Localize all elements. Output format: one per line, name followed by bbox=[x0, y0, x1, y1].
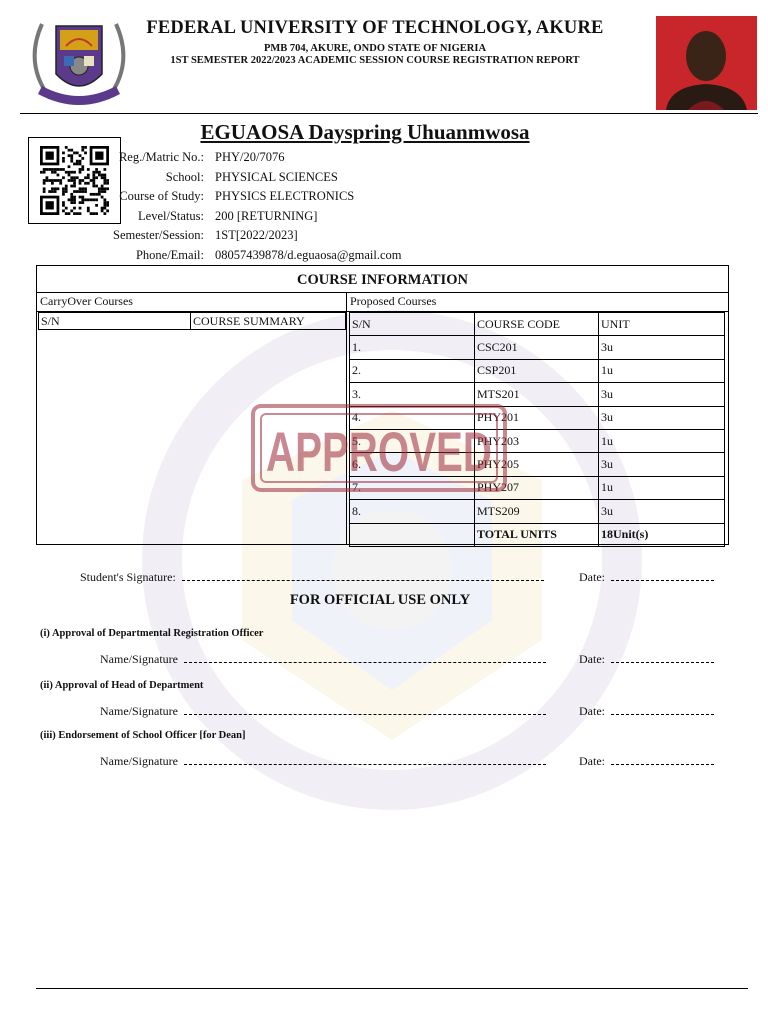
approval-date-field[interactable] bbox=[611, 714, 714, 715]
total-empty bbox=[350, 523, 475, 546]
university-logo bbox=[28, 16, 130, 112]
info-row bbox=[0, 189, 401, 209]
course-code: MTS201 bbox=[475, 383, 599, 406]
info-label: School: bbox=[165, 169, 204, 184]
info-label: Semester/Session: bbox=[113, 228, 204, 243]
course-unit: 3u bbox=[599, 383, 725, 406]
date-label: Date: bbox=[579, 652, 605, 666]
course-sn: 4. bbox=[350, 406, 475, 429]
date-label: Date: bbox=[579, 570, 605, 584]
course-sn: 7. bbox=[350, 476, 475, 499]
table-row bbox=[350, 500, 725, 523]
course-code: PHY207 bbox=[475, 476, 599, 499]
student-name: EGUAOSA Dayspring Uhuanmwosa bbox=[200, 120, 530, 144]
student-signature-field[interactable] bbox=[182, 580, 544, 581]
course-sn: 8. bbox=[350, 500, 475, 523]
approval-label: (iii) Endorsement of School Officer [for Dean] bbox=[40, 730, 246, 741]
official-use-title: FOR OFFICIAL USE ONLY bbox=[289, 592, 471, 608]
info-value: PHYSICS ELECTRONICS bbox=[215, 189, 355, 204]
info-label: Reg./Matric No.: bbox=[118, 150, 204, 164]
table-row bbox=[39, 313, 346, 330]
name-signature-row bbox=[100, 652, 546, 667]
info-row bbox=[0, 150, 401, 170]
total-value: 18Unit(s) bbox=[599, 523, 725, 546]
university-address: PMB 704, AKURE, ONDO STATE OF NIGERIA bbox=[263, 43, 487, 54]
approval-date-field[interactable] bbox=[611, 764, 714, 765]
info-value: PHY/20/7076 bbox=[215, 150, 285, 164]
course-code: PHY205 bbox=[475, 453, 599, 476]
course-unit: 3u bbox=[599, 336, 725, 359]
carry-header-summary: COURSE SUMMARY bbox=[191, 313, 346, 330]
approval-date-row bbox=[579, 754, 714, 769]
course-code: PHY203 bbox=[475, 429, 599, 452]
course-sn: 2. bbox=[350, 359, 475, 382]
header-divider bbox=[20, 113, 758, 114]
course-code: CSC201 bbox=[475, 336, 599, 359]
university-header bbox=[140, 18, 610, 66]
info-value: 08057439878/d.eguaosa@gmail.com bbox=[215, 247, 402, 262]
name-signature-label: Name/Signature bbox=[100, 754, 178, 768]
student-date-field[interactable] bbox=[611, 580, 714, 581]
course-information-title: COURSE INFORMATION bbox=[37, 266, 728, 293]
approval-label: (i) Approval of Departmental Registration Officer bbox=[40, 628, 264, 639]
prop-header-unit: UNIT bbox=[599, 313, 725, 336]
carry-header-sn: S/N bbox=[39, 313, 191, 330]
info-value: PHYSICAL SCIENCES bbox=[215, 169, 338, 184]
course-unit: 3u bbox=[599, 500, 725, 523]
course-unit: 3u bbox=[599, 453, 725, 476]
course-code: CSP201 bbox=[475, 359, 599, 382]
name-signature-field[interactable] bbox=[184, 764, 546, 765]
prop-header-sn: S/N bbox=[350, 313, 475, 336]
total-row bbox=[350, 523, 725, 546]
report-title: 1ST SEMESTER 2022/2023 ACADEMIC SESSION COURSE REGISTRATION REPORT bbox=[170, 55, 580, 66]
approval-date-row bbox=[579, 704, 714, 719]
name-signature-row bbox=[100, 754, 546, 769]
course-unit: 1u bbox=[599, 476, 725, 499]
student-date-row bbox=[579, 570, 714, 585]
approval-label: (ii) Approval of Head of Department bbox=[40, 680, 204, 691]
table-row bbox=[350, 336, 725, 359]
carryover-table bbox=[38, 312, 346, 330]
footer-divider bbox=[36, 988, 748, 989]
info-value: 200 [RETURNING] bbox=[215, 208, 318, 223]
prop-header-code: COURSE CODE bbox=[475, 313, 599, 336]
proposed-label: Proposed Courses bbox=[350, 294, 437, 308]
name-signature-field[interactable] bbox=[184, 714, 546, 715]
info-row bbox=[0, 170, 401, 190]
table-row bbox=[350, 313, 725, 336]
name-signature-label: Name/Signature bbox=[100, 704, 178, 718]
info-row bbox=[0, 228, 401, 248]
student-photo bbox=[656, 16, 757, 110]
name-signature-field[interactable] bbox=[184, 662, 546, 663]
course-unit: 1u bbox=[599, 359, 725, 382]
student-photo-image bbox=[656, 16, 757, 110]
approved-stamp bbox=[250, 403, 508, 493]
name-signature-label: Name/Signature bbox=[100, 652, 178, 666]
course-sn: 1. bbox=[350, 336, 475, 359]
course-sn: 5. bbox=[350, 429, 475, 452]
university-name: FEDERAL UNIVERSITY OF TECHNOLOGY, AKURE bbox=[146, 18, 604, 38]
course-code: MTS209 bbox=[475, 500, 599, 523]
approval-date-row bbox=[579, 652, 714, 667]
student-signature-row bbox=[80, 570, 544, 585]
carryover-label: CarryOver Courses bbox=[40, 294, 133, 308]
course-unit: 3u bbox=[599, 406, 725, 429]
course-sn: 3. bbox=[350, 383, 475, 406]
approval-date-field[interactable] bbox=[611, 662, 714, 663]
student-info bbox=[0, 150, 401, 268]
info-label: Phone/Email: bbox=[135, 247, 204, 262]
total-label: TOTAL UNITS bbox=[475, 523, 599, 546]
approved-stamp-text: APPROVED bbox=[266, 420, 492, 483]
info-value: 1ST[2022/2023] bbox=[215, 228, 298, 243]
info-label: Level/Status: bbox=[138, 208, 204, 223]
date-label: Date: bbox=[579, 754, 605, 768]
info-label: Course of Study: bbox=[119, 189, 204, 204]
name-signature-row bbox=[100, 704, 546, 719]
student-signature-label: Student's Signature: bbox=[80, 570, 176, 584]
course-sn: 6. bbox=[350, 453, 475, 476]
info-row bbox=[0, 209, 401, 229]
table-row bbox=[350, 359, 725, 382]
course-code: PHY201 bbox=[475, 406, 599, 429]
course-unit: 1u bbox=[599, 429, 725, 452]
date-label: Date: bbox=[579, 704, 605, 718]
